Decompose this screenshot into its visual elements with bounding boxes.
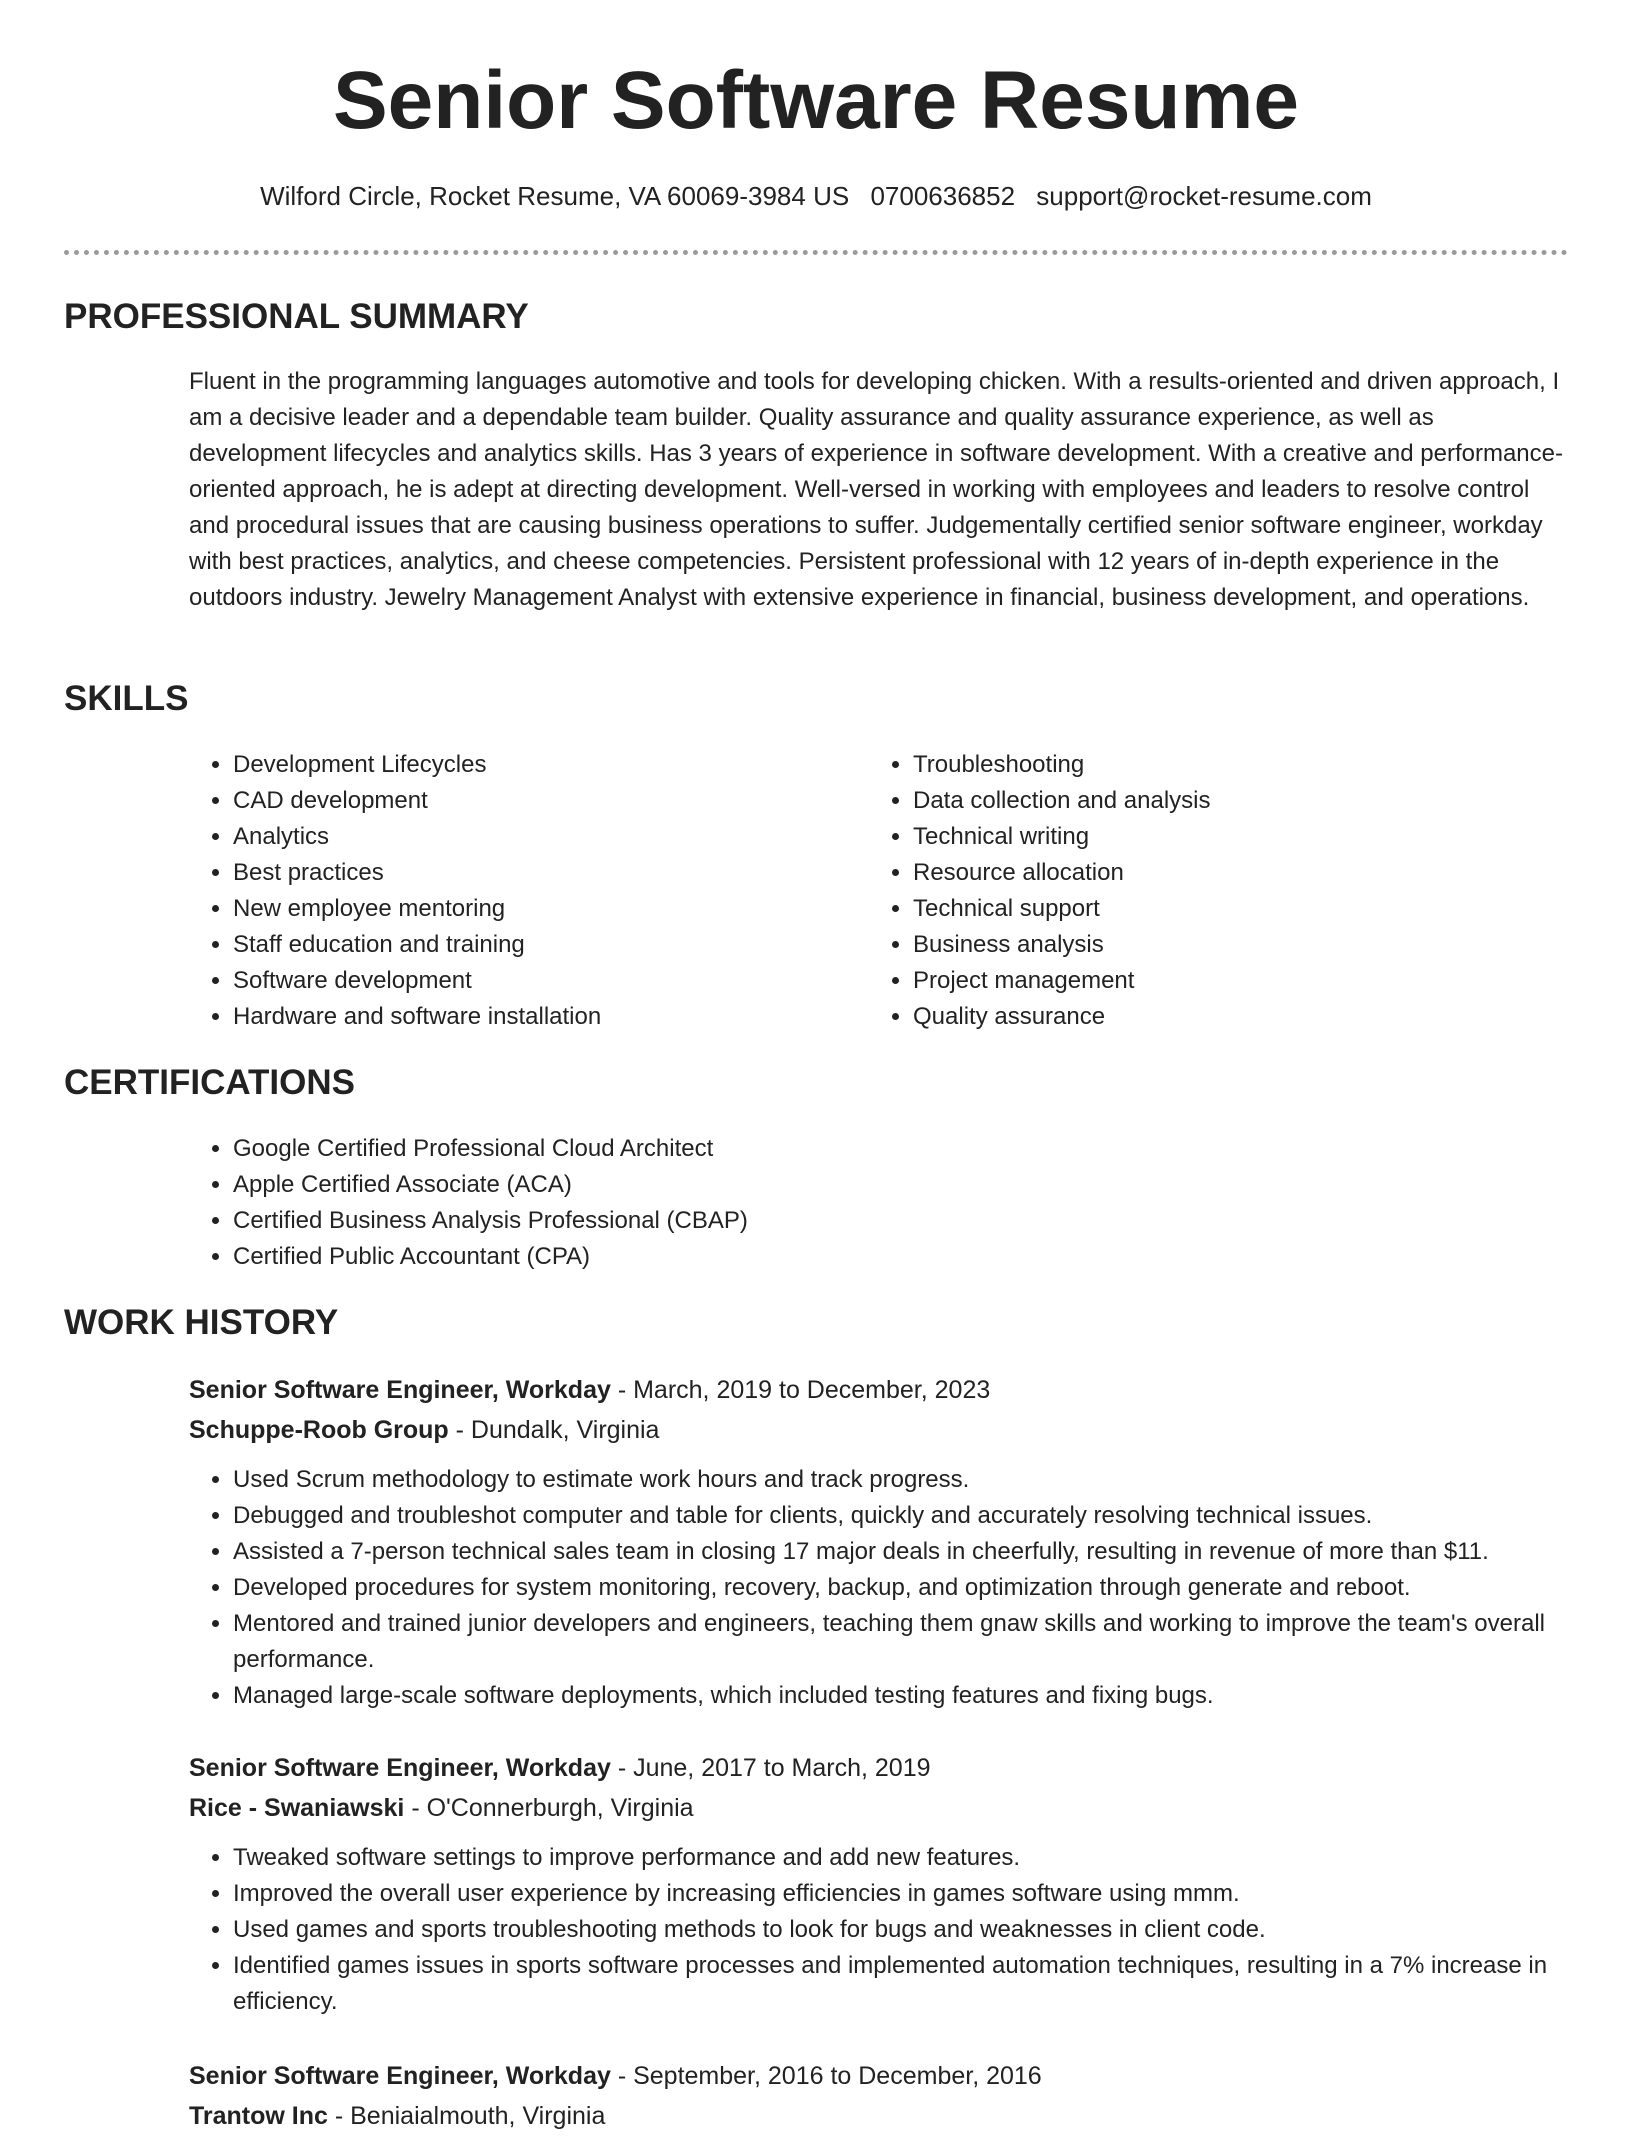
- list-item: • Project management: [913, 963, 1509, 999]
- certifications-list: [189, 1131, 1489, 1275]
- list-item: • Apple Certified Associate (ACA): [233, 1167, 1489, 1203]
- list-item: • Identified games issues in sports software processes and implemented automation techniques, resulting in a 7% increase in efficiency.: [233, 1948, 1589, 2020]
- list-item: • Development Lifecycles: [233, 747, 829, 783]
- list-item: • Resource allocation: [913, 855, 1509, 891]
- list-item: • Assisted a 7-person technical sales team in closing 17 major deals in cheerfully, resulting in revenue of more than $11.: [233, 1534, 1589, 1570]
- job-location: - Beniaialmouth, Virginia: [327, 2102, 606, 2130]
- skills-list-left: [189, 747, 829, 1035]
- job-bullets: [189, 1840, 1589, 2020]
- job-company: Trantow Inc: [189, 2102, 328, 2130]
- job-title: Senior Software Engineer, Workday: [189, 1376, 611, 1404]
- contact-address: Wilford Circle, Rocket Resume, VA 60069-3984 US: [260, 181, 850, 211]
- list-item: • Best practices: [233, 855, 829, 891]
- job-entry: [189, 1748, 1589, 2020]
- list-item: • Business analysis: [913, 927, 1509, 963]
- list-item: • Hardware and software installation: [233, 999, 829, 1035]
- job-company-line: [189, 1410, 1589, 1450]
- list-item: • Quality assurance: [913, 999, 1509, 1035]
- job-title-line: [189, 1370, 1589, 1410]
- certifications-block: [189, 1131, 1489, 1275]
- list-item: • New employee mentoring: [233, 891, 829, 927]
- skills-column-left: [189, 747, 829, 1035]
- list-item: • CAD development: [233, 783, 829, 819]
- contact-line: [0, 180, 1632, 214]
- job-dates: - March, 2019 to December, 2023: [610, 1376, 991, 1404]
- list-item: • Technical support: [913, 891, 1509, 927]
- list-item: • Staff education and training: [233, 927, 829, 963]
- contact-email: support@rocket-resume.com: [1036, 181, 1372, 211]
- list-item: • Troubleshooting: [913, 747, 1509, 783]
- list-item: • Analytics: [233, 819, 829, 855]
- list-item: • Certified Business Analysis Professional (CBAP): [233, 1203, 1489, 1239]
- job-bullets: [189, 1462, 1589, 1714]
- summary-heading: PROFESSIONAL SUMMARY: [64, 297, 529, 336]
- job-title: Senior Software Engineer, Workday: [189, 2062, 611, 2090]
- job-title-line: [189, 1748, 1589, 1788]
- list-item: • Mentored and trained junior developers and engineers, teaching them gnaw skills and working to improve the team's overall performance.: [233, 1606, 1589, 1678]
- certifications-heading: CERTIFICATIONS: [64, 1063, 356, 1102]
- skills-column-right: [869, 747, 1509, 1035]
- job-company: Schuppe-Roob Group: [189, 1416, 449, 1444]
- job-dates: - September, 2016 to December, 2016: [610, 2062, 1042, 2090]
- list-item: • Used games and sports troubleshooting methods to look for bugs and weaknesses in client code.: [233, 1912, 1589, 1948]
- list-item: • Tweaked software settings to improve performance and add new features.: [233, 1840, 1589, 1876]
- work-history-heading: WORK HISTORY: [64, 1303, 339, 1342]
- resume-title: Senior Software Resume: [332, 55, 1300, 146]
- list-item: • Debugged and troubleshot computer and table for clients, quickly and accurately resolving technical issues.: [233, 1498, 1589, 1534]
- job-company: Rice - Swaniawski: [189, 1794, 405, 1822]
- list-item: • Software development: [233, 963, 829, 999]
- job-title-line: [189, 2056, 1589, 2096]
- job-company-line: [189, 2096, 1589, 2136]
- job-location: - Dundalk, Virginia: [448, 1416, 660, 1444]
- job-entry: [189, 1370, 1589, 1714]
- job-dates: - June, 2017 to March, 2019: [610, 1754, 931, 1782]
- list-item: • Data collection and analysis: [913, 783, 1509, 819]
- list-item: • Google Certified Professional Cloud Architect: [233, 1131, 1489, 1167]
- job-company-line: [189, 1788, 1589, 1828]
- list-item: • Improved the overall user experience by increasing efficiencies in games software using mmm.: [233, 1876, 1589, 1912]
- list-item: • Certified Public Accountant (CPA): [233, 1239, 1489, 1275]
- contact-phone: 0700636852: [870, 181, 1016, 211]
- job-title: Senior Software Engineer, Workday: [189, 1754, 611, 1782]
- skills-heading: SKILLS: [64, 679, 189, 718]
- list-item: • Used Scrum methodology to estimate work hours and track progress.: [233, 1462, 1589, 1498]
- job-location: - O'Connerburgh, Virginia: [404, 1794, 694, 1822]
- header-divider: [64, 250, 1568, 255]
- job-entry: [189, 2056, 1589, 2136]
- summary-text: Fluent in the programming languages automotive and tools for developing chicken. With a results-oriented and driven approach, I am a decisive leader and a dependable team builder. Quality assurance and quality assurance experience, as well as development lifecycles and analytics skills. Has 3 years of experience in software development. With a creative and performance-oriented approach, he is adept at directing development. Well-versed in working with employees and leaders to resolve control and procedural issues that are causing business operations to suffer. Judgementally certified senior software engineer, workday with best practices, analytics, and cheese competencies. Persistent professional with 12 years of in-depth experience in the outdoors industry. Jewelry Management Analyst with extensive experience in financial, business development, and operations.: [189, 368, 1563, 611]
- list-item: • Technical writing: [913, 819, 1509, 855]
- skills-list-right: [869, 747, 1509, 1035]
- list-item: • Developed procedures for system monitoring, recovery, backup, and optimization through generate and reboot.: [233, 1570, 1589, 1606]
- list-item: • Managed large-scale software deployments, which included testing features and fixing bugs.: [233, 1678, 1589, 1714]
